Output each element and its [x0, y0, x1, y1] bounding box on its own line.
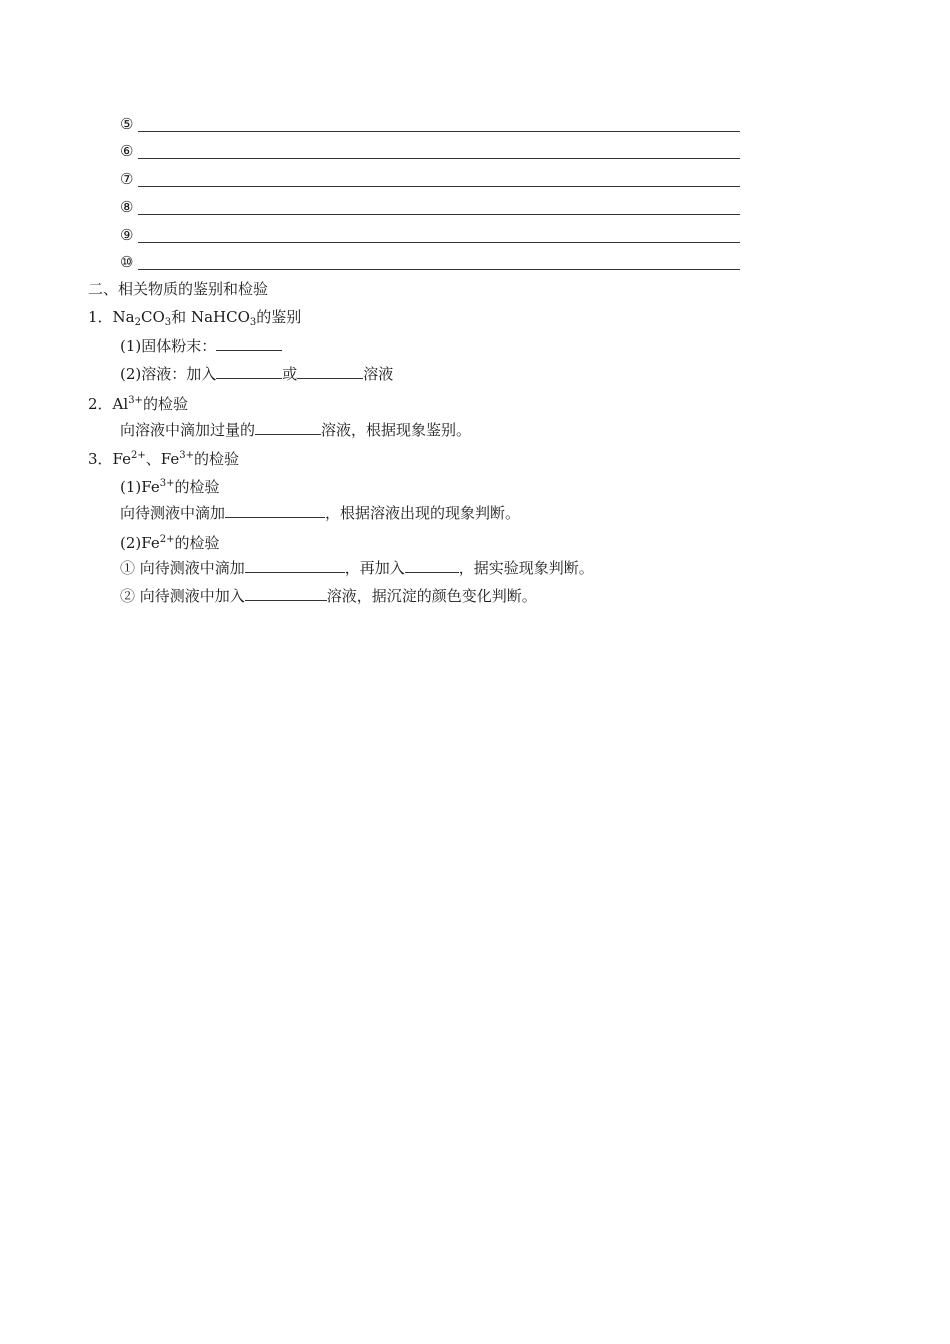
answer-line-8 — [120, 197, 740, 217]
item1-part1: (1)固体粉末： — [120, 335, 282, 355]
line-number: ⑥ — [120, 142, 134, 160]
item1-part2: (2)溶液：加入 或 溶液 — [120, 365, 394, 383]
answer-blank[interactable] — [138, 172, 740, 187]
answer-line-6 — [120, 141, 740, 161]
item1-heading: 1．$Na_2CO_3$和 NaHCO$_3$的鉴别 — [88, 308, 302, 328]
answer-blank[interactable] — [138, 200, 740, 215]
answer-blank[interactable] — [225, 502, 325, 518]
answer-blank[interactable] — [255, 419, 321, 435]
line-number: ⑤ — [120, 115, 134, 133]
answer-blank[interactable] — [216, 335, 282, 351]
line-number: ⑦ — [120, 170, 134, 188]
answer-line-5 — [120, 114, 740, 134]
item3-method1: ① 向待测液中滴加 ，再加入 ，据实验现象判断。 — [120, 559, 594, 577]
answer-blank[interactable] — [138, 228, 740, 243]
answer-blank[interactable] — [405, 557, 459, 573]
answer-blank[interactable] — [216, 363, 282, 379]
answer-blank[interactable] — [138, 144, 740, 159]
item3-heading: 3．$Fe^{2+}$、$Fe^{3+}$的检验 — [88, 450, 240, 468]
item3-sub1-body: 向待测液中滴加 ，根据溶液出现的现象判断。 — [120, 504, 521, 522]
line-number: ⑨ — [120, 226, 134, 244]
item3-method2: ② 向待测液中加入 溶液，据沉淀的颜色变化判断。 — [120, 587, 537, 605]
item3-sub2-heading: $(2)Fe^{2+}$的检验 — [120, 534, 220, 552]
line-number: ⑩ — [120, 253, 134, 271]
item2-body: 向溶液中滴加过量的 溶液，根据现象鉴别。 — [120, 421, 472, 439]
answer-blank[interactable] — [245, 585, 327, 601]
line-number: ⑧ — [120, 198, 134, 216]
answer-blank[interactable] — [245, 557, 345, 573]
answer-blank[interactable] — [138, 255, 740, 270]
answer-line-10 — [120, 252, 740, 272]
answer-blank[interactable] — [297, 363, 363, 379]
answer-line-7 — [120, 169, 740, 189]
answer-line-9 — [120, 225, 740, 245]
item3-sub1-heading: $(1)Fe^{3+}$的检验 — [120, 478, 220, 496]
answer-blank[interactable] — [138, 117, 740, 132]
section-title: 二、相关物质的鉴别和检验 — [88, 280, 269, 298]
item2-heading: 2．$Al^{3+}$的检验 — [88, 395, 188, 413]
